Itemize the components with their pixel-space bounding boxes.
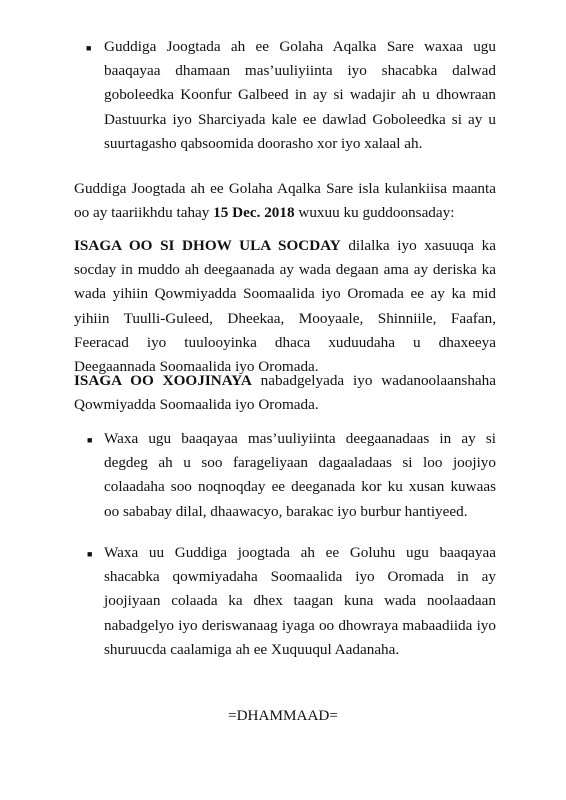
intro-text-end: wuxuu ku guddoonsaday: bbox=[294, 204, 455, 222]
bullet-marker: ■ bbox=[87, 549, 93, 559]
paragraph-text: dilalka iyo xasuuqa ka socday in muddo ah deegaanada ay wada degaan ama ay deriska ka wada yihiin Qowmiyadda Soomaalida iyo Oromada ee ay ka mid yihiin Tuulli-Guleed, Dheekaa, Mooyaale, Shinniile, Faafan, Feeracad iyo tuulooyinka dhaca xuduudaha u dhaxeeya Deegaannada Soomaalida iyo Oromada. bbox=[74, 237, 496, 376]
bullet-paragraph-call-to-respect-constitution: Guddiga Joogtada ah ee Golaha Aqalka Sare waxaa ugu baaqayaa dhamaan mas’uuliyiinta iyo shacabka dalwad goboleedka Koonfur Galbeed in ay si wadajir ah u dhowraan Dastuurka iyo Sharciyada kale ee dawlad Goboleedka si ay u suurtagasho qabsoomida doorasho xor iyo xalaal ah. bbox=[104, 38, 496, 152]
bullet-paragraph-urge-communities: Waxa uu Guddiga joogtada ah ee Goluhu ugu baaqayaa shacabka qowmiyadaha Soomaalida iyo Oromada in ay joojiyaan colaada ka dhex taagan kuna wada noolaadaan nabadgelyo iyo deriswanaag iyaga oo dhowraya mabaadiida iyo shuruucda caalamiga ah ee Xuquuqul Aadanaha. bbox=[104, 544, 496, 658]
intro-text: Guddiga Joogtada ah ee Golaha Aqalka Sare isla kulankiisa maanta oo ay taariikhdu tahay bbox=[74, 180, 496, 222]
bullet-marker: ■ bbox=[86, 43, 92, 53]
bullet-paragraph-urge-officials: Waxa ugu baaqayaa mas’uuliyiinta deegaanadaas in ay si degdeg ah u soo farageliyaan dagaaladaas si loo joojiyo colaadaha soo noqnoqday ee deeganada kor ku xusan kuwaas oo sababay dilal, dhaawacyo, barakac iyo burbur hantiyeed. bbox=[104, 430, 496, 520]
paragraph-isaga-oo-si-dhow bbox=[74, 234, 496, 379]
bullet-marker: ■ bbox=[87, 435, 93, 445]
paragraph-lead: ISAGA OO XOOJINAYA bbox=[74, 372, 252, 389]
paragraph-text: nabadgelyada iyo wadanoolaanshaha Qowmiyadda Soomaalida iyo Oromada. bbox=[74, 372, 497, 414]
paragraph-isaga-oo-xoojinaya bbox=[74, 369, 496, 417]
meeting-date: 15 Dec. 2018 bbox=[213, 204, 295, 222]
paragraph-lead: ISAGA OO SI DHOW ULA SOCDAY bbox=[74, 237, 341, 254]
intro-paragraph bbox=[74, 177, 496, 225]
closing-mark: =DHAMMAAD= bbox=[228, 707, 338, 724]
